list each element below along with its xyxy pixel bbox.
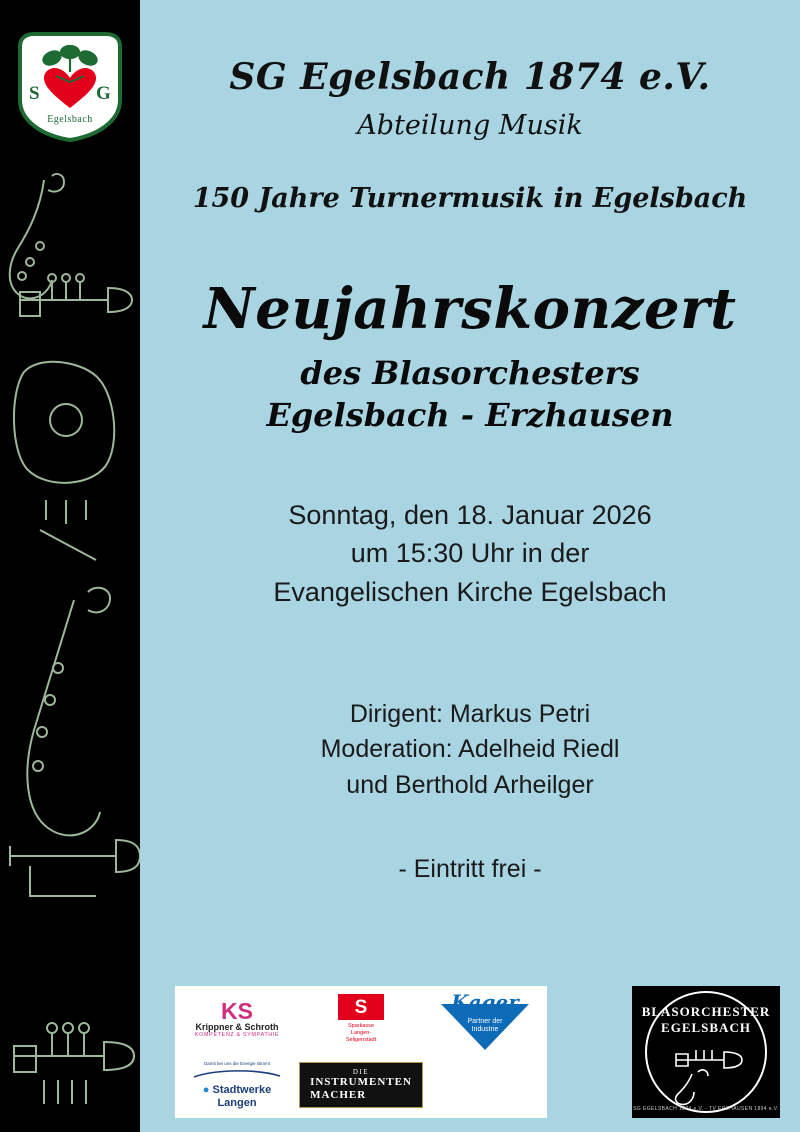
event-date: Sonntag, den 18. Januar 2026 <box>288 500 652 530</box>
sparkasse-logo-icon <box>338 994 384 1020</box>
krippner-schroth-tagline: KOMPETENZ & SYMPATHIE <box>194 1032 280 1039</box>
sponsor-row-top <box>175 986 547 1052</box>
event-title: Neujahrskonzert <box>203 276 737 342</box>
left-decorative-band <box>0 0 140 1132</box>
instrumentenmacher-name: INSTRUMENTEN MACHER <box>310 1075 412 1101</box>
event-venue: Evangelischen Kirche Egelsbach <box>273 576 667 607</box>
orchestra-logo-line1: BLASORCHESTER <box>641 1004 771 1019</box>
crest-letter-right: G <box>96 83 111 104</box>
sponsor-krippner-schroth <box>175 986 299 1052</box>
club-crest <box>12 28 128 144</box>
conductor-line: Dirigent: Markus Petri <box>349 699 591 728</box>
crest-letter-left: S <box>29 83 40 104</box>
moderation-line-1: Moderation: Adelheid Riedl <box>320 735 620 764</box>
orchestra-logo-line2: EGELSBACH <box>661 1020 751 1036</box>
admission-note: - Eintritt frei - <box>398 855 542 884</box>
organisation-subtitle: Abteilung Musik <box>357 110 583 141</box>
krippner-schroth-name: Krippner & Schroth <box>195 1021 279 1032</box>
sparkasse-mark: S <box>354 996 368 1018</box>
kager-mark: Kager <box>451 990 519 1014</box>
sponsor-instrumentenmacher <box>299 1052 423 1118</box>
event-time: um 15:30 Uhr in der <box>350 538 590 569</box>
sponsor-sparkasse <box>299 986 423 1052</box>
instrumentenmacher-mark: DIE <box>352 1067 370 1076</box>
instrumentenmacher-logo <box>299 1062 423 1108</box>
orchestra-logo-footer: SG EGELSBACH 1874 e.V. - TV ERZHAUSEN 1894 e.V. <box>633 1106 779 1112</box>
ensemble-line-1: des Blasorchesters <box>300 354 640 392</box>
krippner-schroth-mark: KS <box>221 997 253 1024</box>
moderation-line-2: und Berthold Arheilger <box>346 770 594 799</box>
stadtwerke-swoosh-icon <box>192 1069 282 1079</box>
kager-tagline: Partner der Industrie <box>467 1018 503 1034</box>
sponsor-empty-cell <box>423 1052 547 1118</box>
instrument-line-art <box>0 0 140 1132</box>
event-details <box>140 496 800 611</box>
poster-content <box>140 0 800 1132</box>
stadtwerke-slogan: Damit bei uns die Energie stimmt <box>203 1061 271 1067</box>
ensemble-line-2: Egelsbach - Erzhausen <box>266 396 674 434</box>
sparkasse-name: Sparkasse Langen- Seligenstadt <box>345 1023 377 1043</box>
sponsor-row-bottom <box>175 1052 547 1118</box>
orchestra-logo-title <box>632 1004 780 1037</box>
sponsor-stadtwerke-langen <box>175 1052 299 1118</box>
brass-instruments-icon <box>676 1050 742 1104</box>
crest-club-name: Egelsbach <box>47 114 93 125</box>
organisation-title: SG Egelsbach 1874 e.V. <box>229 56 711 98</box>
anniversary-line: 150 Jahre Turnermusik in Egelsbach <box>192 183 748 214</box>
orchestra-logo <box>632 986 780 1118</box>
event-credits <box>140 697 800 804</box>
sponsor-kager <box>423 986 547 1052</box>
stadtwerke-name: ● Stadtwerke Langen <box>202 1084 272 1109</box>
sponsor-logo-block <box>175 986 547 1118</box>
